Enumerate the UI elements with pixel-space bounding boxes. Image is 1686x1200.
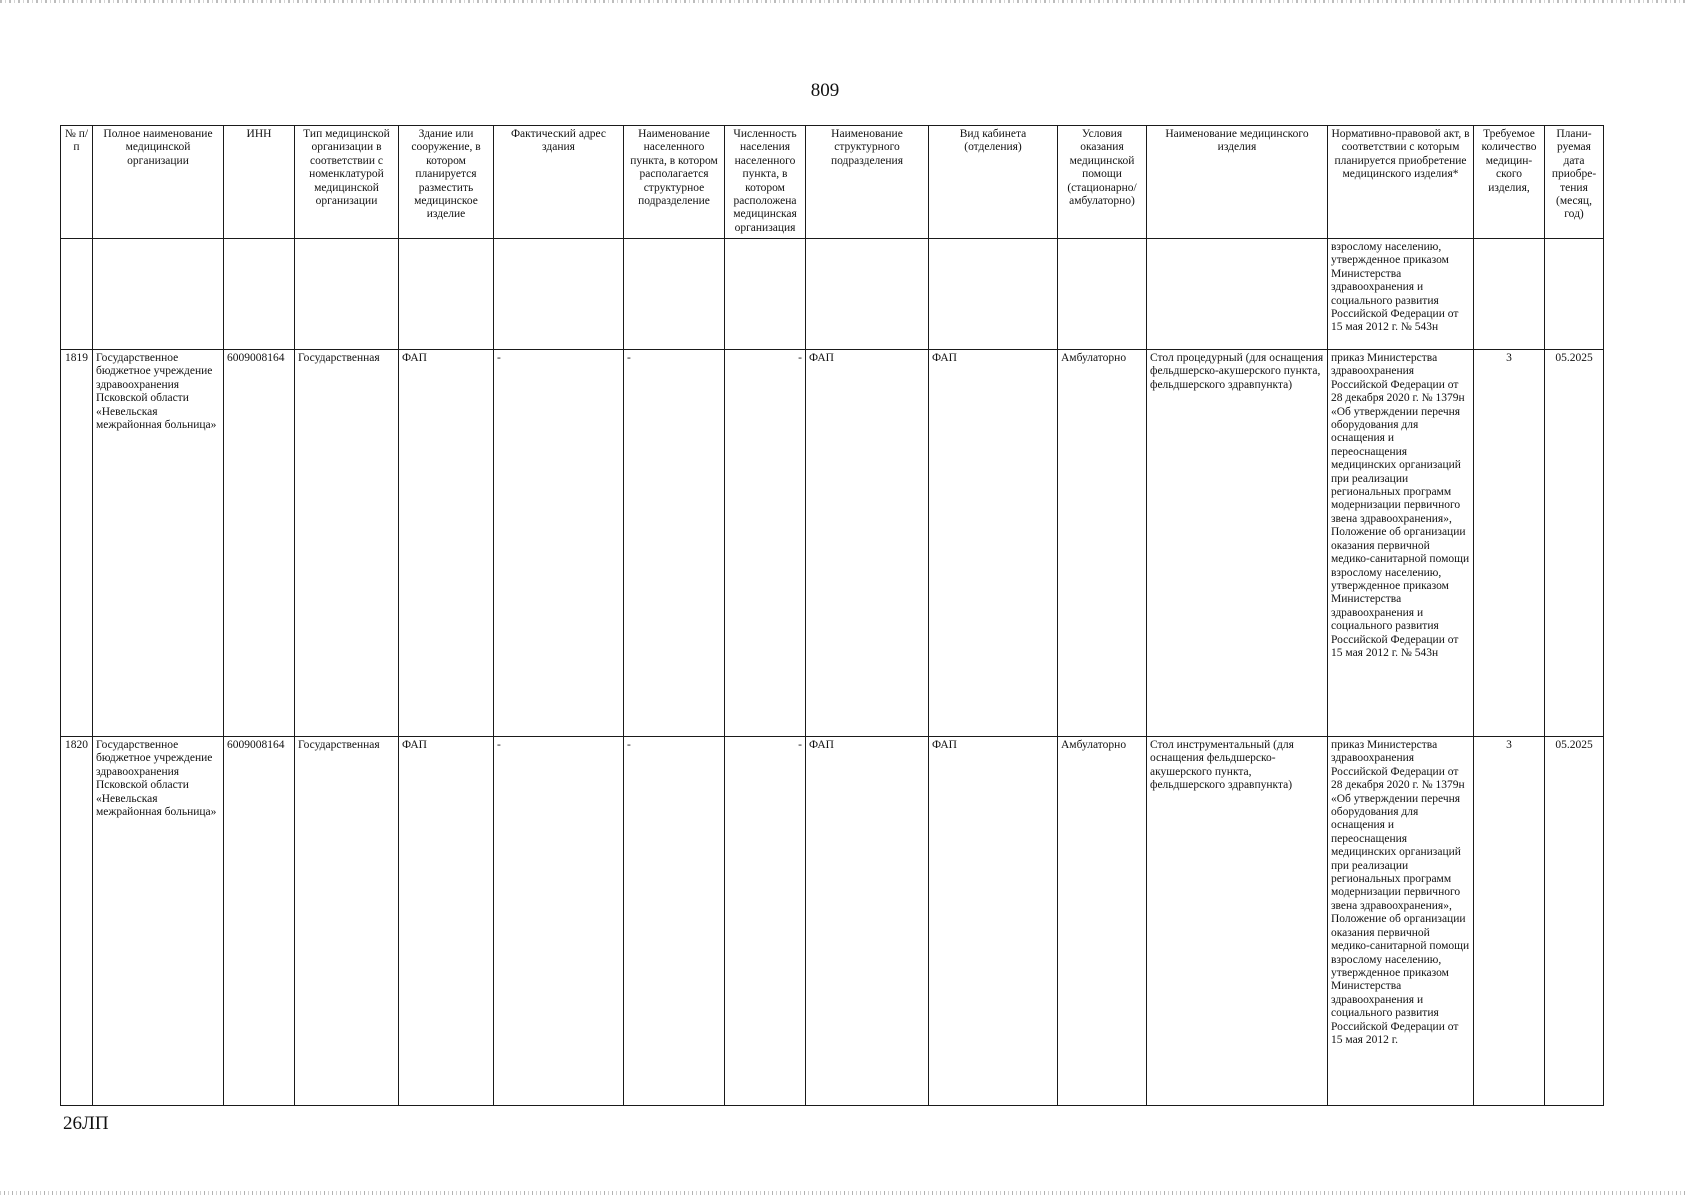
table-cell <box>624 239 725 350</box>
legal-act-cell: взрослому населению, утвержденное приказом Министерства здравоохранения и социального развития Российской Федерации от 15 мая 2012 г. № 543н <box>1328 239 1474 350</box>
scan-edge-top <box>0 0 1686 3</box>
table-cell <box>494 239 624 350</box>
table-cell <box>1058 239 1147 350</box>
legal-act-cell: приказ Министерства здравоохранения Российской Федерации от 28 декабря 2020 г. № 1379н «Об утверждении перечня оборудования для оснащения и переоснащения медицинских организаций при реализации региональных программ модернизации первичного звена здравоохранения», Положение об организации оказания первичной медико-санитарной помощи взрослому населению, утвержденное приказом Министерства здравоохранения и социального развития Российской Федерации от 15 мая 2012 г. <box>1328 737 1474 1106</box>
inn-cell: 6009008164 <box>224 350 295 737</box>
locality-cell: - <box>624 350 725 737</box>
table-cell <box>61 239 93 350</box>
population-cell: - <box>725 350 806 737</box>
header-cell: Нормативно-правовой акт, в соответствии с которым планируется приобретение медицинского изделия* <box>1328 126 1474 239</box>
population-cell: - <box>725 737 806 1106</box>
header-cell: Наименование населенного пункта, в котором располагается структурное подразделение <box>624 126 725 239</box>
table-cell <box>93 239 224 350</box>
page-number: 809 <box>810 80 840 101</box>
table-cell <box>1545 239 1604 350</box>
table-row <box>61 737 1604 1106</box>
header-cell: Численность населения населенного пункта, в котором расположена медицинская организация <box>725 126 806 239</box>
device-name-cell: Стол инструментальный (для оснащения фельдшерско-акушерского пункта, фельдшерского здравпункта) <box>1147 737 1328 1106</box>
table-cell <box>295 239 399 350</box>
quantity-cell: 3 <box>1474 350 1545 737</box>
header-cell: Тип медицинской организации в соответствии с номенклатурой медицинской организации <box>295 126 399 239</box>
header-cell: Здание или сооружение, в котором планируется разместить медицинское изделие <box>399 126 494 239</box>
header-cell: № п/п <box>61 126 93 239</box>
subdivision-cell: ФАП <box>806 737 929 1106</box>
document-code: 26ЛП <box>63 1113 109 1134</box>
table-row-continuation <box>61 239 1604 350</box>
row-number-cell: 1819 <box>61 350 93 737</box>
cabinet-cell: ФАП <box>929 350 1058 737</box>
purchase-date-cell: 05.2025 <box>1545 350 1604 737</box>
scan-edge-bottom <box>0 1191 1686 1195</box>
header-cell: Плани-руемая дата приобре-тения (месяц, год) <box>1545 126 1604 239</box>
inn-cell: 6009008164 <box>224 737 295 1106</box>
header-cell: Условия оказания медицинской помощи (стационарно/ амбулаторно) <box>1058 126 1147 239</box>
row-number-cell: 1820 <box>61 737 93 1106</box>
header-cell: Фактический адрес здания <box>494 126 624 239</box>
table-header-row <box>61 126 1604 239</box>
conditions-cell: Амбулаторно <box>1058 737 1147 1106</box>
subdivision-cell: ФАП <box>806 350 929 737</box>
org-type-cell: Государственная <box>295 737 399 1106</box>
building-cell: ФАП <box>399 350 494 737</box>
header-cell: ИНН <box>224 126 295 239</box>
header-cell: Наименование медицинского изделия <box>1147 126 1328 239</box>
table-cell <box>399 239 494 350</box>
conditions-cell: Амбулаторно <box>1058 350 1147 737</box>
purchase-date-cell: 05.2025 <box>1545 737 1604 1106</box>
quantity-cell: 3 <box>1474 737 1545 1106</box>
table-cell <box>1147 239 1328 350</box>
organization-cell: Государственное бюджетное учреждение здравоохранения Псковской области «Невельская межрайонная больница» <box>93 737 224 1106</box>
equipment-register-table <box>60 125 1604 1106</box>
header-cell: Требуемое количество медицин-ского изделия, <box>1474 126 1545 239</box>
header-cell: Наименование структурного подразделения <box>806 126 929 239</box>
org-type-cell: Государственная <box>295 350 399 737</box>
table-cell <box>224 239 295 350</box>
table-cell <box>1474 239 1545 350</box>
address-cell: - <box>494 737 624 1106</box>
header-cell: Полное наименование медицинской организации <box>93 126 224 239</box>
legal-act-cell: приказ Министерства здравоохранения Российской Федерации от 28 декабря 2020 г. № 1379н «Об утверждении перечня оборудования для оснащения и переоснащения медицинских организаций при реализации региональных программ модернизации первичного звена здравоохранения», Положение об организации оказания первичной медико-санитарной помощи взрослому населению, утвержденное приказом Министерства здравоохранения и социального развития Российской Федерации от 15 мая 2012 г. № 543н <box>1328 350 1474 737</box>
table-row <box>61 350 1604 737</box>
device-name-cell: Стол процедурный (для оснащения фельдшерско-акушерского пункта, фельдшерского здравпункта) <box>1147 350 1328 737</box>
table-cell <box>806 239 929 350</box>
header-cell: Вид кабинета (отделения) <box>929 126 1058 239</box>
locality-cell: - <box>624 737 725 1106</box>
table-cell <box>725 239 806 350</box>
table-cell <box>929 239 1058 350</box>
building-cell: ФАП <box>399 737 494 1106</box>
cabinet-cell: ФАП <box>929 737 1058 1106</box>
address-cell: - <box>494 350 624 737</box>
organization-cell: Государственное бюджетное учреждение здравоохранения Псковской области «Невельская межрайонная больница» <box>93 350 224 737</box>
